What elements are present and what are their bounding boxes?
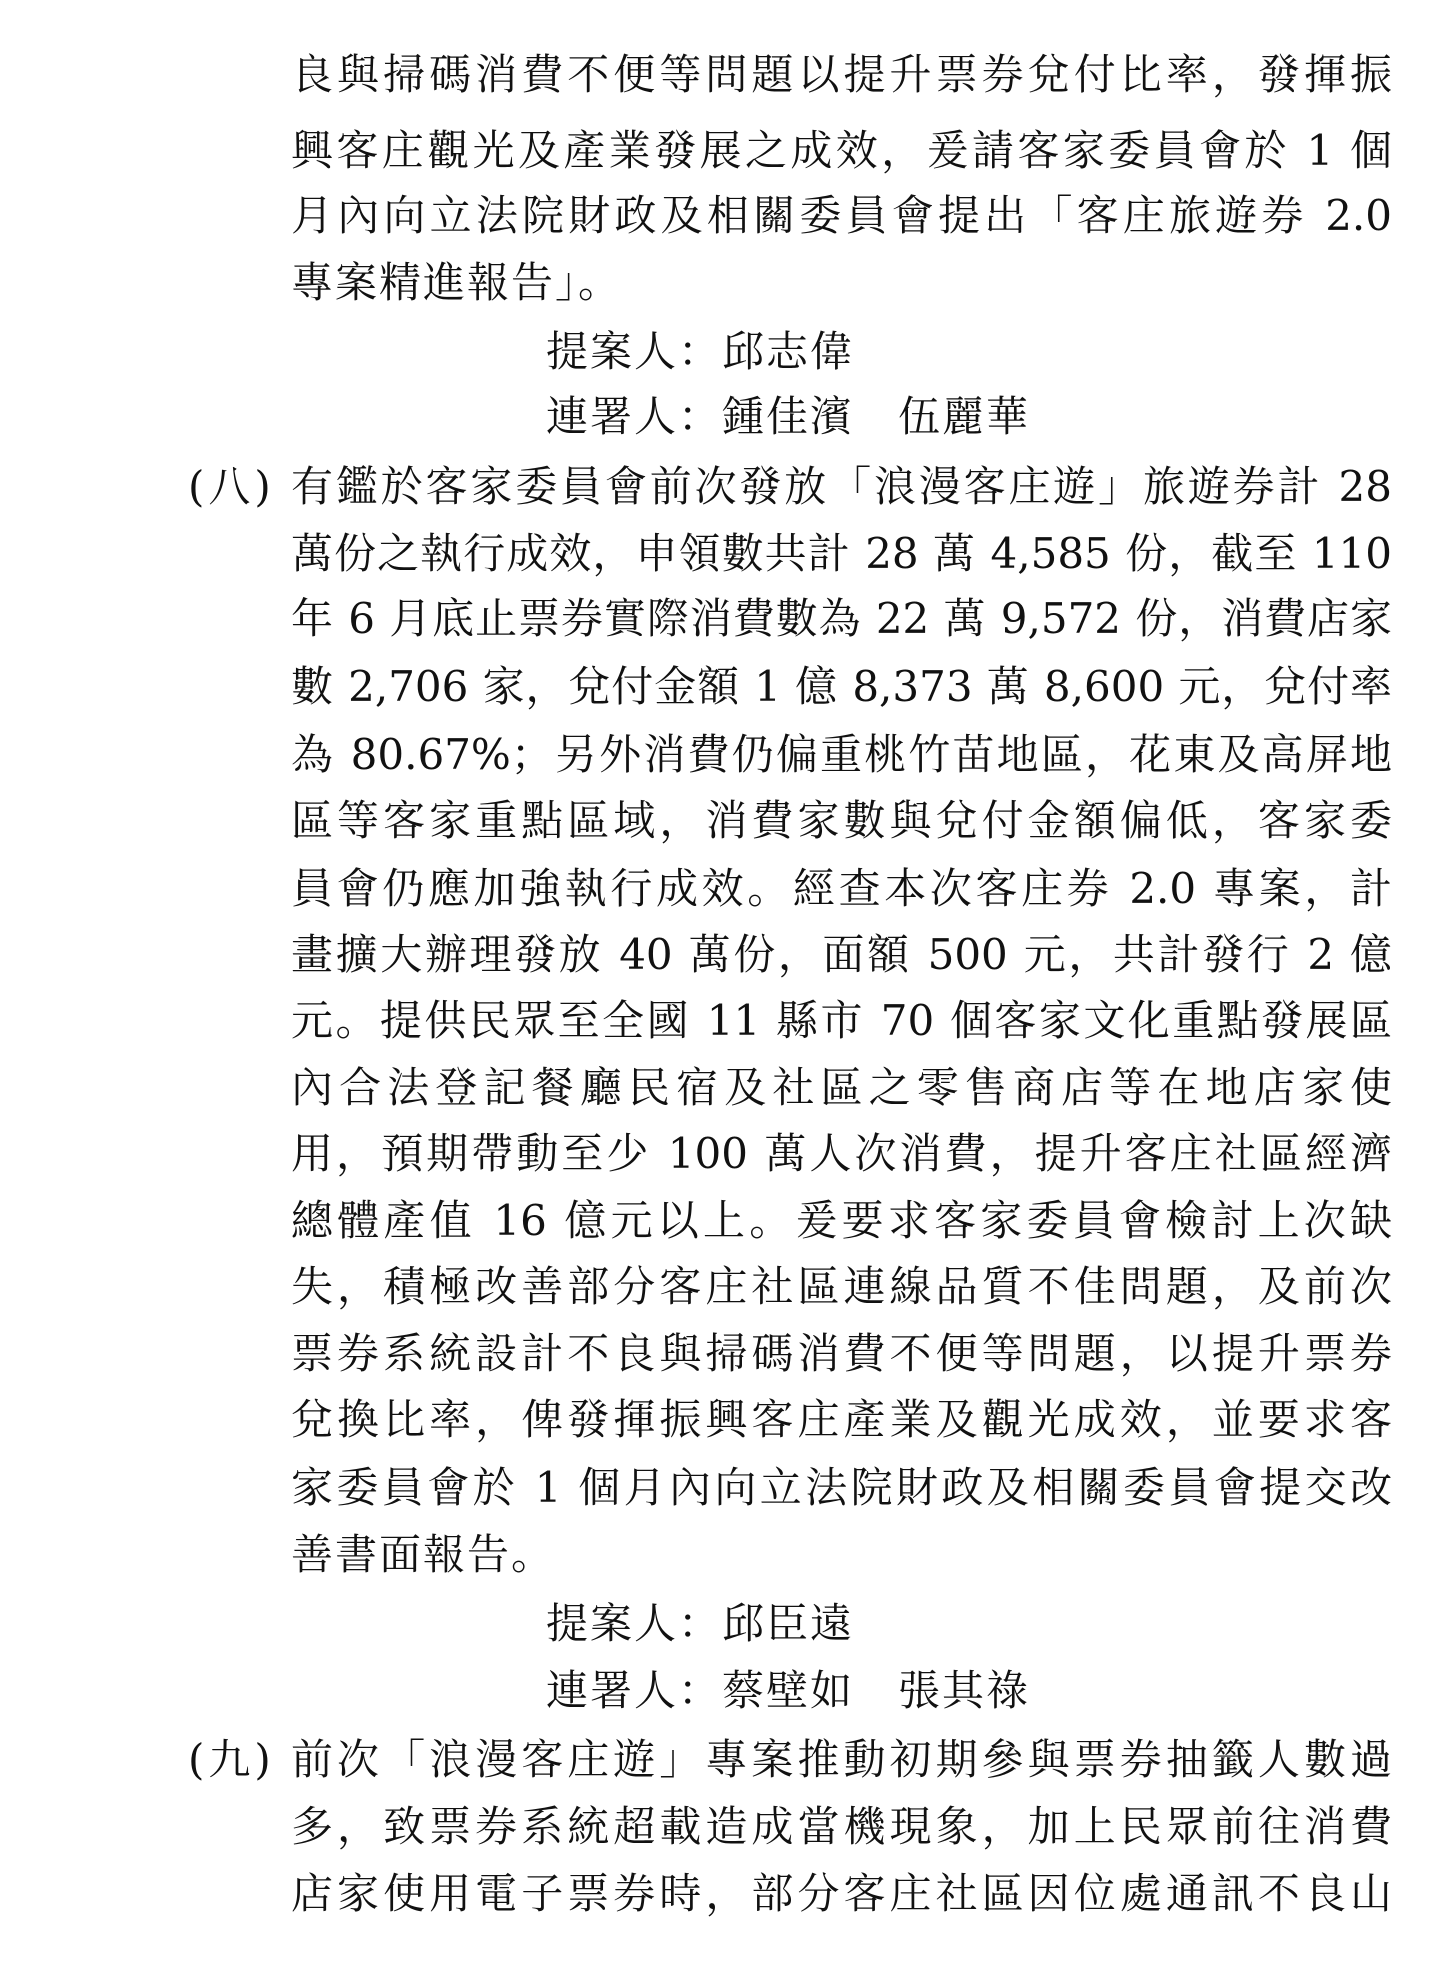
cosigners-line: 連署人：蔡壁如 張其祿 — [546, 1666, 1031, 1715]
text-line: 員會仍應加強執行成效。經查本次客庄券 2.0 專案，計 — [291, 864, 1392, 913]
text-line: 年 6 月底止票券實際消費數為 22 萬 9,572 份，消費店家 — [291, 594, 1392, 643]
text-line: 多，致票券系統超載造成當機現象，加上民眾前往消費 — [291, 1802, 1392, 1851]
text-line: 有鑑於客家委員會前次發放「浪漫客庄遊」旅遊券計 28 — [291, 462, 1392, 511]
text-line: 萬份之執行成效，申領數共計 28 萬 4,585 份，截至 110 — [291, 529, 1392, 578]
text-line: 善書面報告。 — [291, 1530, 556, 1579]
text-line: 興客庄觀光及產業發展之成效，爰請客家委員會於 1 個 — [291, 126, 1392, 175]
text-line: 店家使用電子票券時，部分客庄社區因位處通訊不良山 — [291, 1869, 1392, 1918]
text-line: 內合法登記餐廳民宿及社區之零售商店等在地店家使 — [291, 1063, 1392, 1112]
proposer-line: 提案人：邱臣遠 — [546, 1599, 855, 1648]
text-line: 專案精進報告」。 — [291, 258, 623, 307]
text-line: 兌換比率，俾發揮振興客庄產業及觀光成效，並要求客 — [291, 1395, 1392, 1444]
text-line: 前次「浪漫客庄遊」專案推動初期參與票券抽籤人數過 — [291, 1735, 1392, 1784]
proposer-line: 提案人：邱志偉 — [546, 327, 855, 376]
text-line: 區等客家重點區域，消費家數與兌付金額偏低，客家委 — [291, 796, 1392, 845]
text-line: 總體產值 16 億元以上。爰要求客家委員會檢討上次缺 — [291, 1196, 1392, 1245]
text-line: 用，預期帶動至少 100 萬人次消費，提升客庄社區經濟 — [291, 1129, 1392, 1178]
cosigners-line: 連署人：鍾佳濱 伍麗華 — [546, 392, 1031, 441]
text-line: 家委員會於 1 個月內向立法院財政及相關委員會提交改 — [291, 1463, 1392, 1512]
text-line: 數 2,706 家，兌付金額 1 億 8,373 萬 8,600 元，兌付率 — [291, 662, 1392, 711]
text-line: 元。提供民眾至全國 11 縣市 70 個客家文化重點發展區 — [291, 996, 1392, 1045]
text-line: 為 80.67%；另外消費仍偏重桃竹苗地區，花東及高屏地 — [291, 730, 1392, 779]
text-line: 畫擴大辦理發放 40 萬份，面額 500 元，共計發行 2 億 — [291, 930, 1392, 979]
text-line: 良與掃碼消費不便等問題以提升票券兌付比率，發揮振 — [291, 50, 1392, 99]
item-number-label: (九) — [188, 1735, 275, 1784]
text-line: 票券系統設計不良與掃碼消費不便等問題，以提升票券 — [291, 1329, 1392, 1378]
text-line: 失，積極改善部分客庄社區連線品質不佳問題，及前次 — [291, 1262, 1392, 1311]
text-line: 月內向立法院財政及相關委員會提出「客庄旅遊券 2.0 — [291, 191, 1392, 240]
item-number-label: (八) — [188, 462, 275, 511]
